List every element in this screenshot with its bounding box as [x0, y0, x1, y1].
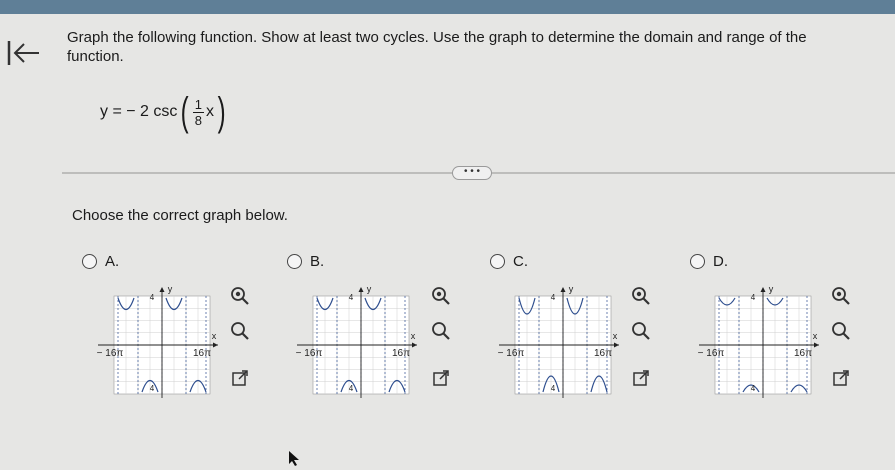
- option-a-label: A.: [105, 253, 120, 270]
- y-axis-label: y: [167, 284, 173, 294]
- prompt-text: Choose the correct graph below.: [72, 207, 288, 224]
- zoom-in-icon[interactable]: [431, 286, 451, 306]
- y-axis-label: y: [568, 284, 574, 294]
- tick-label-right: 16π: [593, 348, 613, 359]
- equation-lhs: y = − 2 csc: [100, 103, 178, 120]
- value-label-top: 4: [550, 293, 556, 302]
- value-label-bottom: 4: [348, 384, 354, 393]
- tick-label-right: 16π: [391, 348, 411, 359]
- zoom-in-icon[interactable]: [831, 286, 851, 306]
- graph-option-c: [491, 282, 623, 400]
- fraction-numerator: 1: [194, 96, 202, 112]
- x-axis-label: x: [812, 331, 818, 341]
- graph-option-d: [691, 282, 823, 400]
- option-c-label: C.: [513, 253, 528, 270]
- value-label-top: 4: [149, 293, 155, 302]
- fraction: [193, 97, 204, 128]
- mouse-cursor-icon: [288, 450, 300, 466]
- tick-label-left: − 16π: [697, 348, 725, 359]
- tick-label-right: 16π: [192, 348, 212, 359]
- right-paren: ): [217, 90, 226, 134]
- value-label-top: 4: [750, 293, 756, 302]
- y-axis-arrow: [160, 287, 165, 292]
- question-text: Graph the following function. Show at least two cycles. Use the graph to determine the domain and range of the function.: [67, 29, 807, 65]
- back-arrow-icon[interactable]: [6, 38, 40, 68]
- value-label-bottom: 4: [750, 384, 756, 393]
- x-axis-arrow: [614, 343, 619, 348]
- x-axis-arrow: [814, 343, 819, 348]
- y-axis-arrow: [561, 287, 566, 292]
- y-axis-label: y: [768, 284, 774, 294]
- y-axis-label: y: [366, 284, 372, 294]
- option-d[interactable]: [690, 253, 728, 270]
- option-a[interactable]: [82, 253, 119, 270]
- x-axis-label: x: [211, 331, 217, 341]
- tick-label-right: 16π: [793, 348, 813, 359]
- new-window-icon[interactable]: [831, 368, 851, 388]
- more-button[interactable]: • • •: [452, 166, 492, 180]
- new-window-icon[interactable]: [230, 368, 250, 388]
- zoom-out-icon[interactable]: [230, 321, 250, 341]
- new-window-icon[interactable]: [431, 368, 451, 388]
- x-axis-arrow: [213, 343, 218, 348]
- graph-option-a: [90, 282, 222, 400]
- radio-a[interactable]: [82, 254, 97, 269]
- option-d-label: D.: [713, 253, 728, 270]
- value-label-bottom: 4: [550, 384, 556, 393]
- value-label-top: 4: [348, 293, 354, 302]
- x-axis-label: x: [410, 331, 416, 341]
- fraction-denominator: 8: [194, 112, 202, 128]
- radio-b[interactable]: [287, 254, 302, 269]
- function-equation: [100, 89, 229, 135]
- x-axis-arrow: [412, 343, 417, 348]
- graph-option-b: [289, 282, 421, 400]
- option-b-label: B.: [310, 253, 325, 270]
- tick-label-left: − 16π: [96, 348, 124, 359]
- new-window-icon[interactable]: [631, 368, 651, 388]
- zoom-out-icon[interactable]: [631, 321, 651, 341]
- tick-label-left: − 16π: [497, 348, 525, 359]
- radio-c[interactable]: [490, 254, 505, 269]
- left-paren: (: [181, 90, 190, 134]
- zoom-in-icon[interactable]: [230, 286, 250, 306]
- top-bar: [0, 0, 895, 14]
- equation-variable: x: [205, 103, 214, 120]
- value-label-bottom: 4: [149, 384, 155, 393]
- zoom-out-icon[interactable]: [431, 321, 451, 341]
- option-b[interactable]: [287, 253, 324, 270]
- option-c[interactable]: [490, 253, 528, 270]
- zoom-in-icon[interactable]: [631, 286, 651, 306]
- x-axis-label: x: [612, 331, 618, 341]
- zoom-out-icon[interactable]: [831, 321, 851, 341]
- tick-label-left: − 16π: [295, 348, 323, 359]
- radio-d[interactable]: [690, 254, 705, 269]
- y-axis-arrow: [359, 287, 364, 292]
- y-axis-arrow: [761, 287, 766, 292]
